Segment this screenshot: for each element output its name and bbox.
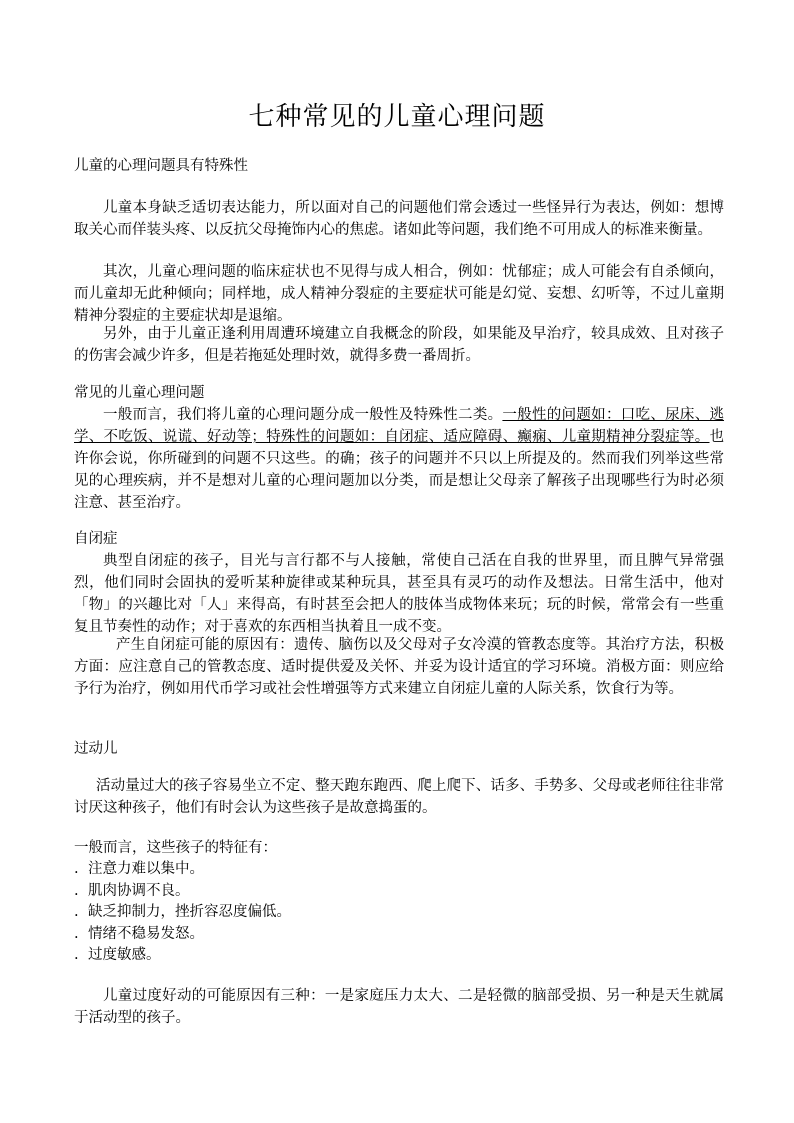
section-heading-autism: 自闭症	[74, 531, 118, 547]
paragraph-autism-causes: 产生自闭症可能的原因有：遗传、脑伤以及父母对子女冷漠的管教态度等。其治疗方法，积极方面：应注意自己的管教态度、适时提供爱及关怀、并妥为设计适宜的学习环境。消极方面：则应给予行为治疗，例如用代币学习或社会性增强等方式来建立自闭症儿童的人际关系，饮食行为等。	[74, 637, 724, 697]
categories-rest-text: 也许你会说，你所碰到的问题不只这些。的确；孩子的问题并不只以上所提及的。然而我们列举这些常见的心理疾病，并不是想对儿童的心理问题加以分类，而是想让父母亲了解孩子出现哪些行为时必须注意、甚至治疗。	[74, 429, 724, 511]
section-heading-special-nature: 儿童的心理问题具有特殊性	[74, 158, 248, 174]
list-item: . 过度敏感。	[74, 945, 724, 967]
list-item: . 缺乏抑制力，挫折容忍度偏低。	[74, 902, 724, 924]
bullet-marker: .	[74, 904, 79, 920]
bullet-marker: .	[74, 925, 79, 942]
paragraph-early-treatment: 另外，由于儿童正逢利用周遭环境建立自我概念的阶段，如果能及早治疗，较具成效、且对孩子的伤害会减少许多，但是若拖延处理时效，就得多费一番周折。	[74, 326, 724, 364]
section-heading-hyperactivity: 过动儿	[74, 741, 118, 757]
paragraph-clinical-symptoms: 其次，儿童心理问题的临床症状也不见得与成人相合，例如：忧郁症；成人可能会有自杀倾向，而儿童却无此种倾向；同样地，成人精神分裂症的主要症状可能是幻觉、妄想、幻听等，不过儿童期精神分裂症的主要症状却是退缩。	[74, 264, 724, 324]
list-item: . 注意力难以集中。	[74, 859, 724, 881]
paragraph-traits-intro: 一般而言，这些孩子的特征有：	[74, 840, 277, 856]
paragraph-hyperactivity-description: 活动量过大的孩子容易坐立不定、整天跑东跑西、爬上爬下、话多、手势多、父母或老师往往非常讨厌这种孩子，他们有时会认为这些孩子是故意捣蛋的。	[74, 778, 724, 816]
paragraph-autism-symptoms: 典型自闭症的孩子，目光与言行都不与人接触，常使自己活在自我的世界里，而且脾气异常强烈，他们同时会固执的爱听某种旋律或某种玩具，甚至具有灵巧的动作及想法。日常生活中，他对「物」的兴趣比对「人」来得高，有时甚至会把人的肢体当成物体来玩；玩的时候，常常会有一些重复且节奏性的动作；对于喜欢的东西相当执着且一成不变。	[74, 553, 724, 635]
bullet-marker: .	[74, 861, 79, 877]
section-heading-common-problems: 常见的儿童心理问题	[74, 385, 205, 401]
page-title: 七种常见的儿童心理问题	[248, 102, 546, 132]
traits-list	[74, 859, 724, 967]
bullet-marker: .	[74, 882, 79, 899]
paragraph-expression: 儿童本身缺乏适切表达能力，所以面对自己的问题他们常会透过一些怪异行为表达，例如：想博取关心而佯装头疼、以反抗父母掩饰内心的焦虑。诸如此等问题，我们绝不可用成人的标准来衡量。	[74, 200, 724, 238]
categories-intro-text: 一般而言，我们将儿童的心理问题分成一般性及特殊性二类。	[103, 407, 503, 423]
categories-underlined-text: 一般性的问题如：口吃、尿床、逃学、不吃饭、说谎、好动等；特殊性的问题如：自闭症、适应障碍、癫痫、儿童期精神分裂症等。	[74, 407, 725, 445]
bullet-marker: .	[74, 947, 79, 963]
list-item: . 肌肉协调不良。	[74, 881, 724, 903]
list-item: . 情绪不稳易发怒。	[74, 924, 724, 946]
paragraph-hyperactivity-causes: 儿童过度好动的可能原因有三种：一是家庭压力太大、二是轻微的脑部受损、另一种是天生就属于活动型的孩子。	[74, 988, 724, 1026]
paragraph-categories	[74, 404, 724, 514]
